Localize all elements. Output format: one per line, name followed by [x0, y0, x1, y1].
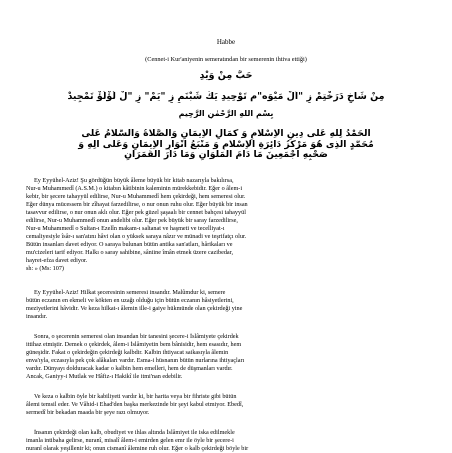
paragraph-1: [26, 177, 426, 265]
text-line: Sonra, o şecerenin semeresi olan insandan bir tanesini şecere-i İslâmiyete çekirdek: [34, 332, 239, 340]
text-line: Ancak, Ganiyy-i Mutlak ve Hâfiz-ı Hakikî ile itmi'nan edebilir.: [26, 372, 183, 380]
text-line: vardır. Dünyayı dolduracak kadar o kalbin hem emelleri, hem de düşmanları vardır.: [26, 364, 233, 372]
text-line: Ve keza o kalbin öyle bir kabiliyeti vardır ki, bir harita veya bir fihriste gibi bütün: [34, 392, 237, 400]
text-line: imanla intibaha gelirse, nuranî, misalî âlem-i emirden gelen emr ile öyle bir şecere-i: [26, 436, 234, 444]
text-line: ittihaz etmiştir. Demek o çekirdek, âlem-i İslâmiyetin bem bânisidir, hem esasıdır, hem: [26, 340, 242, 348]
paragraph-3: [26, 333, 426, 381]
source-note: sh: » (Ms: 107): [26, 264, 64, 272]
text-line: insandır.: [26, 312, 48, 320]
arabic-verse: مِنْ شَاخِ دَرَخْتِمْ زِ "اَلْ مَيْوَه"م تَوْحِيدِ يَكْ شَبْنَمِ زِ "يَمْ" زِ "لْ لُؤْلُؤْ تَمْجِيدْ: [67, 91, 385, 102]
paragraph-4: [26, 393, 426, 417]
arabic-heading: حَبٌّ مِنْ وَيْدِ: [199, 70, 253, 81]
text-line: cemaliyesiyle îsâr-ı san'atını hâvi olan o yüksek saraya nâzır ve münadi ve teşrifatçı olur.: [26, 232, 247, 240]
document-title: Habbe: [216, 38, 236, 46]
arabic-prayer-line-3: صَحْبِهِ اَجْمَعِينَ مَا دَامَ الْمَلَوَانِ وَمَا دَارَ الْقَمَرَانِ: [124, 150, 328, 160]
text-line: sermedî bir bekadan maada bir şeye razı olmuyor.: [26, 408, 150, 416]
text-line: Nur-u Muhammedî (A.S.M.) o kitabın kâtibinin kaleminin mürekkebidir. Eğer o âlem-i: [26, 184, 243, 192]
text-line: kebir, bir şecere tahayyül edilirse, Nur-u Muhammedî hem çekirdeği, hem semeresi olur.: [26, 192, 246, 200]
paragraph-2: [26, 289, 426, 321]
text-line: âlemi temsil eder. Ve Vâhid-i Ehad'den başka merkezinde bir şeyi kabul etmiyor. Ebedî,: [26, 400, 244, 408]
document-subtitle: (Cennet-i Kur'aniyenin semeratından bir semerenin ihtiva ettiği): [145, 56, 307, 63]
text-line: nuranî olarak yeşillenir ki; onun cismanî âlemine ruh olur. Eğer o kalb çekirdeği böyle bir: [26, 444, 249, 452]
text-line: enva'ıyla, eczasıyla pek çok alâkaları vardır. Esma-i hüsnanın bütün nurlarına ihtiyaçları: [26, 356, 245, 364]
text-line: tasavvur edilirse, o nur onun aklı olur. Eğer pek güzel şaşaalı bir cennet bahçesi tahayyül: [26, 208, 246, 216]
arabic-prayer-line-1: اَلْحَمْدُ لِلّٰهِ عَلٰى دِينِ الْاِسْلَامِ وَ كَمَالِ الْاِيمَانِ وَالصَّلَاةُ وَالسَّلَامُ عَلٰى: [81, 129, 371, 139]
text-line: edilirse, Nur-u Muhammedî onun andelibi olur. Eğer pek büyük bir saray farzedilirse,: [26, 216, 238, 224]
text-line: bütün eczanın en ekmeli ve kökten en uzağı olduğu için bütün eczanın hâsiyetlerini,: [26, 296, 234, 304]
text-line: Ey Eyyühel-Aziz! Şu gördüğün büyük âleme büyük bir kitab nazarıyla bakılırsa,: [34, 176, 234, 184]
text-line: hayret-efza davet ediyor.: [26, 256, 88, 264]
text-line: İnsanın çekirdeği olan kalb, obudiyet ve ihlas altında İslâmiyet ile iska edilmekle: [34, 428, 235, 436]
text-line: Eğer dünya mücessem bir zîhayat farzedilirse, o nur onun ruhu olur. Eğer büyük bir insan: [26, 200, 248, 208]
text-line: mu'cizeleri tarif ediyor. Halkı o saray sahibine, sâniine îmân etmek üzere cazibedar,: [26, 248, 234, 256]
paragraph-5: [26, 429, 426, 453]
text-line: Bütün insanları davet ediyor. O saraya bulunan bütün antika san'atları, hârikaları ve: [26, 240, 233, 248]
arabic-prayer-line-2: مُحَمَّدٍ الَّذِى هُوَ مَرْكَزُ دَائِرَةِ الْاِسْلَامِ وَ مَنْبَعُ اَنْوَارِ الْاِيمَانِ وَعَلٰى اٰلِهِ وَ: [78, 139, 374, 150]
arabic-basmala: بِسْمِ اللّٰهِ الرَّحْمٰنِ الرَّحِيمِ: [178, 109, 274, 118]
text-line: güneşidir. Fakat o çekirdeğin çekirdeği kalbdir. Kalbin ihtiyacat saikasıyla âlemin: [26, 348, 229, 356]
text-line: Nur-u Muhammedî o Sultan-ı Ezelîn makam-ı saltanat ve haşmeti ve tecelliyat-ı: [26, 224, 225, 232]
text-line: Ey Eyyühel-Aziz! Hilkat şeceresinin semeresi insandır. Malûmdur ki, semere: [34, 288, 226, 296]
text-line: meziyetlerini hâvidir. Ve keza hilkat-ı âlemin ille-i gaiye hükmünde olan çekirdeği yine: [26, 304, 243, 312]
